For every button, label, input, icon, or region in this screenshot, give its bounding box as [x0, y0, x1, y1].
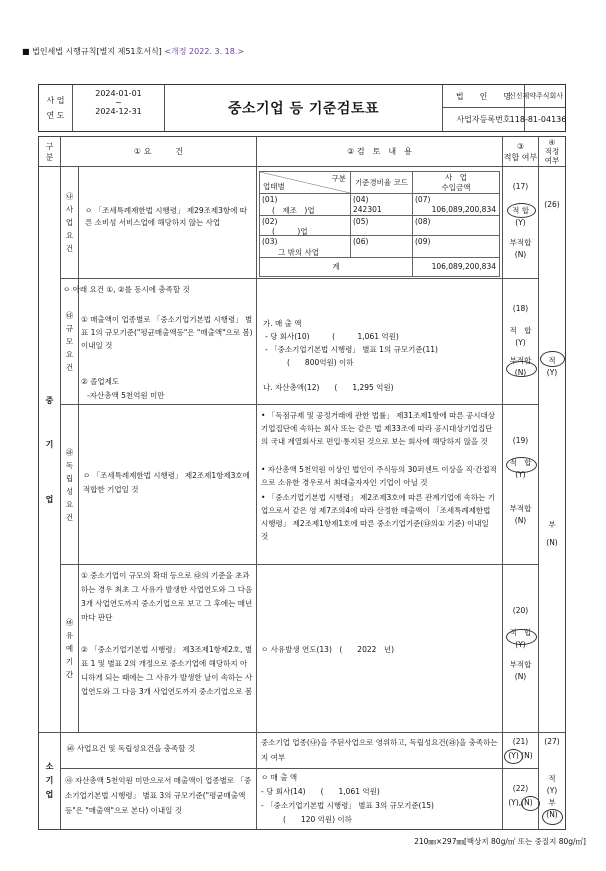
row5-fit-no: (21) [512, 737, 529, 746]
row1-review [257, 167, 503, 279]
biz-table-amount-header: 사 업 수입금액 [413, 172, 499, 194]
row2-intro: ㅇ 아래 요건 ①, ②를 동시에 충족할 것 [63, 285, 190, 294]
biz-row-06-no: (06) [353, 237, 369, 246]
row6-adequacy-ok: 적 [548, 774, 556, 783]
row6-rev1: ㅇ 매 출 액 [261, 773, 298, 782]
form-reference: ■ 법인세법 시행규칙[별지 제51호서식] [22, 47, 165, 56]
row2-fit-no: (18) [512, 304, 529, 313]
row2-fit-ng: 부적합 [509, 356, 532, 365]
row4-fit-no: (20) [512, 606, 529, 615]
biz-row-08-no: (08) [415, 217, 431, 226]
row6-adequacy-selected-mark [542, 809, 563, 825]
period-to: 2024-12-31 [95, 107, 142, 116]
row3-rev2: • 자산총액 5천억원 이상인 법인이 주식등의 30퍼센트 이상을 직·간접적으로 소유한 경우로서 최대출자자인 기업이 아닐 것 [261, 465, 497, 487]
row2-adequacy-y: (Y) [546, 368, 558, 377]
row2-fit-n: (N) [514, 368, 527, 377]
row2-fit [503, 279, 539, 405]
row6-rev2: - 당 회사(14) ( 1,061 억원) [261, 787, 380, 796]
biz-row-07 [413, 194, 499, 216]
revision-date: <개정 2022. 3. 18.> [164, 47, 245, 56]
main-table [38, 136, 566, 830]
row2-rev4: ( 800억원) 이하 [287, 358, 354, 367]
row1-fit-n: (N) [514, 250, 527, 259]
biz-row-06 [351, 236, 413, 258]
row4-code: ㉲ 유 예 기 간 [61, 565, 79, 733]
row4-req2: ② 「중소기업기본법 시행령」 제3조제1항제2호, 별표 1 및 별표 2의 개정으로 중소기업에 해당하지 아니하게 되는 때에는 그 사유가 발생한 날이 속하는 사업연도와 그 다음 3개 사업연도까지 중소기업으로 봄 [81, 645, 253, 696]
row4-fit [503, 565, 539, 733]
biz-row-09 [413, 236, 499, 258]
biz-table-biztype: 업태별 [263, 182, 285, 191]
row2-adequacy [539, 279, 565, 405]
row5-review: 중소기업 업종(㉯)을 주된사업으로 영위하고, 독립성요건(㉱)을 충족하는지 여부 [257, 733, 503, 769]
row3-code: ㉱ 독 립 성 요 건 [61, 405, 79, 565]
row1-adequacy: (26) [544, 200, 560, 209]
biz-row-09-no: (09) [415, 237, 431, 246]
biz-table-gubun: 구분 [331, 174, 346, 183]
row2-rev1: 가. 매 출 액 [263, 319, 302, 328]
business-year-label: 사 업 연 도 [39, 85, 73, 131]
row3-fit-no: (19) [512, 436, 529, 445]
period-from: 2024-01-01 [95, 89, 142, 98]
row4-fit-y: (Y) [515, 640, 526, 649]
row3-rev3: • 「중소기업기본법 시행령」 제2조제3호에 따른 관계기업에 속하는 기업으로서 같은 영 제7조의4에 따라 산정한 매출액이 「조세특례제한법 시행령」 제2조제1항제1호에 따른 중소기업기준(㉰의① 기준) 이내일 것 [261, 493, 496, 541]
biz-row-01-no: (01) [262, 195, 278, 204]
biz-row-04-code: 242301 [353, 205, 382, 214]
row4-review [257, 565, 503, 733]
row4-rev: ㅇ 사유발생 연도(13) ( 2022 년) [261, 645, 395, 654]
col-fit-header: ③ 적합 여부 [503, 137, 539, 167]
row2-rev5: 나. 자산총액(12) ( 1,295 억원) [263, 383, 394, 392]
row4-adequacy [539, 565, 565, 733]
row2-fit-ok: 적 합 [509, 326, 532, 335]
paper-spec-footer: 210㎜×297㎜[백상지 80g/㎡ 또는 중질지 80g/㎡] [414, 837, 586, 846]
row3-fit-selected-mark [506, 457, 537, 473]
biz-total-amount: 106,089,200,834 [431, 262, 496, 271]
reg-no: 118-81-04136 [509, 115, 567, 124]
row5-requirement: ㉳ 사업요건 및 독립성요건을 충족할 것 [61, 733, 257, 769]
biz-row-01 [260, 194, 351, 216]
row2-req2b: -자산총액 5천억원 미만 [87, 391, 165, 400]
biz-row-02 [260, 216, 351, 236]
row2-adequacy-selected-mark [540, 351, 565, 367]
biz-row-03 [260, 236, 351, 258]
period-tilde: ~ [115, 98, 122, 107]
row2-rev3: - 「중소기업기본법 시행령」 별표 1의 규모기준(11) [265, 345, 438, 354]
row4-fit-n: (N) [514, 672, 527, 681]
form-title: 중소기업 등 기준검토표 [165, 85, 443, 131]
row1-fit-selected-mark [507, 203, 536, 218]
row6-adequacy-n: (N) [546, 810, 558, 819]
row6-adequacy-y: (Y) [546, 786, 558, 795]
form-header-note [22, 46, 244, 57]
section-sme: 중 기 업 [39, 167, 61, 733]
row2-req2a: ② 졸업제도 [81, 377, 120, 386]
row2-fit-y: (Y) [515, 338, 526, 347]
row3-adequacy [539, 405, 565, 565]
row3-adequacy-n: (N) [546, 538, 558, 547]
section-small-business: 소 기 업 [39, 733, 61, 829]
col-review-header: ② 검 토 내 용 [257, 137, 503, 167]
biz-row-07-no: (07) [415, 195, 431, 204]
row6-fit-yn: (Y),(N) [508, 798, 533, 807]
row3-adequacy-ng: 부 [548, 520, 556, 529]
row6-fit-no: (22) [512, 784, 529, 793]
biz-row-04-no: (04) [353, 195, 369, 204]
row1-fit-ok: 적 합 [512, 206, 529, 215]
business-year-period [73, 85, 165, 131]
row3-requirement: ㅇ 「조세특례제한법 시행령」 제2조제1항제3호에 적합한 기업일 것 [79, 405, 257, 565]
row4-req1: ① 중소기업이 규모의 확대 등으로 ㉰의 기준을 초과하는 경우 최초 그 사유가 발생한 사업연도와 그 다음 3개 사업연도까지 중소기업으로 보고 그 후에는 매년마다 판단 [81, 571, 253, 622]
row2-code: ㉰ 규 모 요 건 [61, 279, 79, 405]
reg-no-label: 사업자등록번호 [443, 108, 525, 131]
row3-fit [503, 405, 539, 565]
row1-fit-y: (Y) [515, 218, 526, 227]
row5-fit-y: (Y) [508, 751, 519, 760]
row3-fit-ng: 부적합 [509, 504, 532, 513]
row5-fit-n: (N) [521, 751, 533, 760]
row2-review [257, 279, 503, 405]
col-adequacy-header: ④ 적정 여부 [539, 137, 565, 167]
biz-row-04 [351, 194, 413, 216]
row2-req1: ① 매출액이 업종별로 「중소기업기본법 시행령」 별표 1의 규모기준("평균매출액등"은 "매출액"으로 봄) 이내일 것 [81, 315, 253, 350]
biz-table-code-header: 기준경비율 코드 [351, 172, 413, 194]
row2-fit-selected-mark [506, 361, 537, 377]
row2-adequacy-ok: 적 [548, 356, 556, 365]
biz-row-08 [413, 216, 499, 236]
row5-fit-selected-mark [504, 749, 523, 764]
row1-fit [503, 167, 539, 279]
biz-row-02-no: (02) [262, 217, 278, 226]
row4-fit-ng: 부적합 [509, 660, 532, 669]
row4-fit-selected-mark [506, 629, 537, 645]
row3-rev1: • 「독점규제 및 공정거래에 관한 법률」 제31조제1항에 따른 공시대상기업집단에 속하는 회사 또는 같은 법 제33조에 따라 공시대상기업집단의 국내 계열회사로 편입·통지된 것으로 보는 회사에 해당하지 않을 것 [261, 411, 495, 446]
row3-fit-y: (Y) [515, 470, 526, 479]
row1-fit-ng: 부적합 [509, 238, 532, 247]
col-requirement-header: ① 요 건 [61, 137, 257, 167]
col-gubun-header: 구 분 [39, 137, 61, 167]
row5-adequacy: (27) [544, 737, 560, 746]
corp-name: 신신제약주식회사 [525, 85, 565, 108]
biz-row-02-type: ( )업 [272, 227, 308, 236]
row6-adequacy-ng: 부 [548, 798, 556, 807]
row4-requirement [79, 565, 257, 733]
row3-fit-n: (N) [514, 516, 527, 525]
row1-code: ㉯ 사 업 요 건 [61, 167, 79, 279]
row1-fit-no: (17) [512, 182, 529, 191]
row4-fit-ok: 적 합 [509, 628, 532, 637]
biz-row-07-amount: 106,089,200,834 [431, 205, 496, 214]
business-type-table [259, 171, 500, 277]
header-box [38, 84, 566, 132]
row6-rev3: - 「중소기업기본법 시행령」 별표 3의 규모기준(15) [261, 801, 434, 810]
biz-row-03-type: 그 밖의 사업 [278, 248, 319, 257]
row3-fit-ok: 적 합 [509, 458, 532, 467]
row6-fit-selected-mark [521, 796, 540, 811]
biz-row-05 [351, 216, 413, 236]
biz-row-01-type: ( 제조 )업 [272, 206, 315, 215]
row6-adequacy [539, 769, 565, 829]
row5-fit [503, 733, 539, 769]
row6-requirement: ㉴ 자산총액 5천억원 미만으로서 매출액이 업종별로 「중소기업기본법 시행령」 별표 3의 규모기준("평균매출액등"은 "매출액"으로 본다) 이내일 것 [61, 769, 257, 829]
biz-table-corner [260, 172, 351, 194]
row6-review [257, 769, 503, 829]
row3-review [257, 405, 503, 565]
row2-rev2: - 당 회사(10) ( 1,061 억원) [265, 332, 399, 341]
biz-row-05-no: (05) [353, 217, 369, 226]
biz-row-03-no: (03) [262, 237, 278, 246]
corp-name-label: 법 인 명 [443, 85, 525, 108]
row6-fit [503, 769, 539, 829]
row1-requirement: ㅇ 「조세특례제한법 시행령」 제29조제3항에 따른 소비성 서비스업에 해당하지 않는 사업 [79, 167, 257, 279]
row6-rev4: ( 120 억원) 이하 [283, 815, 352, 824]
biz-total-label: 계 [260, 258, 413, 276]
